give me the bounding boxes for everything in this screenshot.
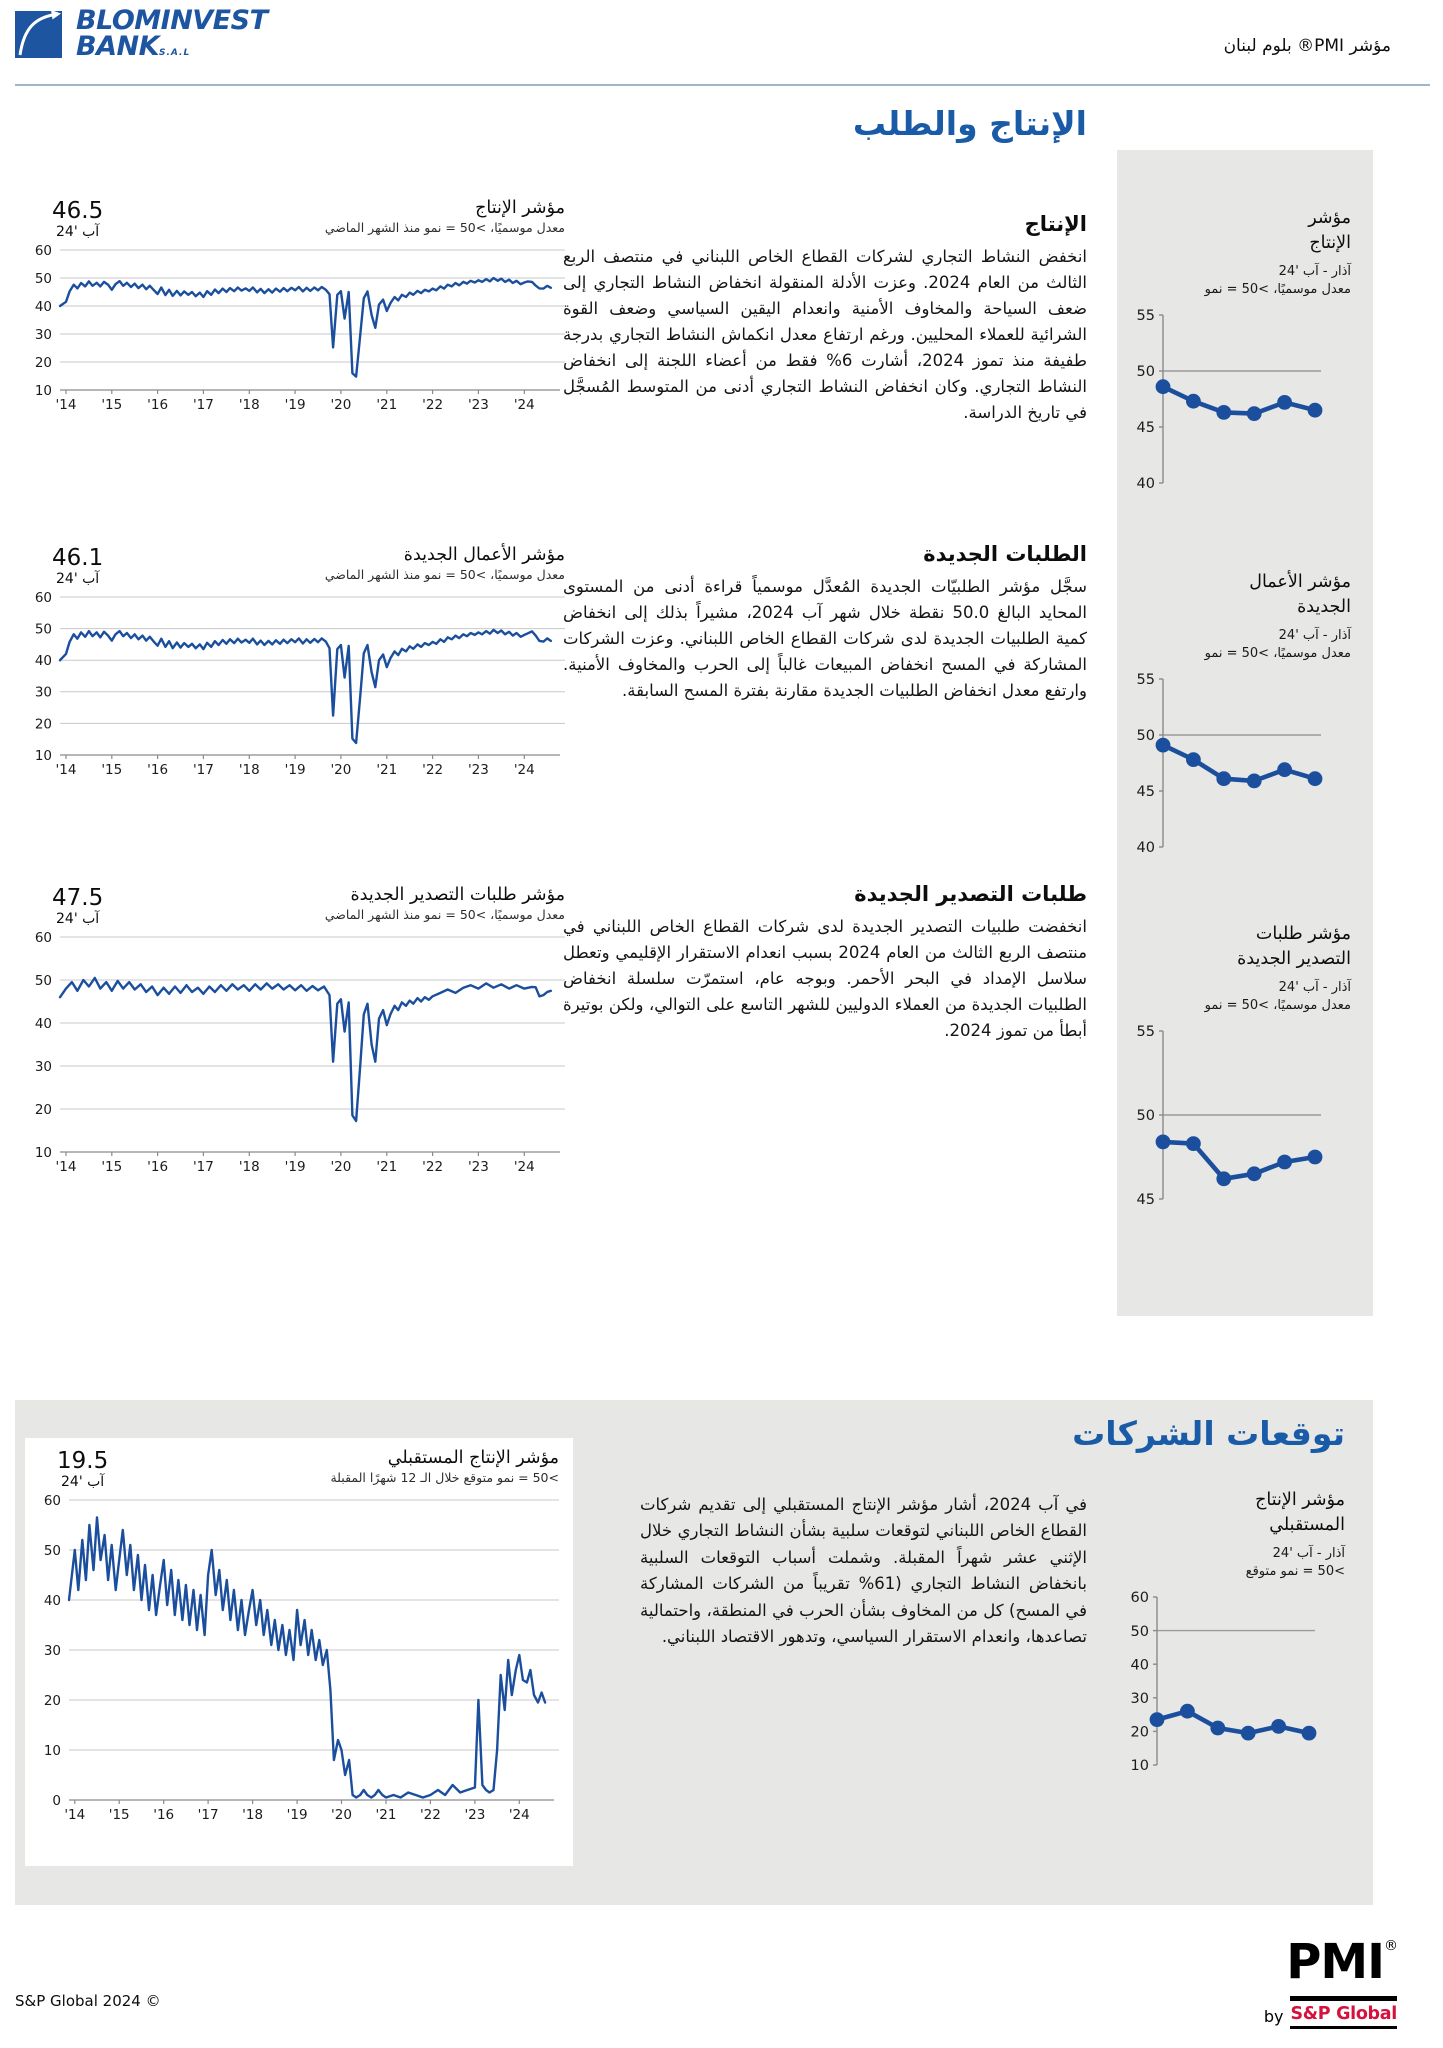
output-mini-chart <box>1123 303 1351 495</box>
svg-text:40: 40 <box>1136 839 1155 856</box>
article-exports-body: انخفضت طلبيات التصدير الجديدة لدى شركات القطاع الخاص اللبناني في منتصف الربع الثالث من العام 2024 بسبب انعدام الاستقرار الإقليمي وتعطل سلاسل الإمداد في البحر الأحمر. وبوجه عام، استمرّت سلسلة انخفاض الطلبيات الجديدة من العملاء الدوليين للشهر التاسع على التوالي، ولكن بوتيرة أبطأ من تموز 2024. <box>563 917 1087 1041</box>
svg-text:'22: '22 <box>422 1159 444 1175</box>
output-latest-period: آب '24 <box>56 224 100 240</box>
svg-text:'24: '24 <box>513 762 535 778</box>
svg-text:20: 20 <box>43 1692 61 1709</box>
svg-text:'23: '23 <box>464 1807 486 1823</box>
exports-index-chart-block <box>30 885 565 1182</box>
svg-text:20: 20 <box>1130 1724 1149 1741</box>
svg-text:40: 40 <box>34 653 52 670</box>
article-neworders <box>563 542 1087 704</box>
svg-text:'19: '19 <box>284 762 306 778</box>
svg-text:'24: '24 <box>513 397 535 413</box>
exports-chart-subtitle: معدل موسميًا، >50 = نمو منذ الشهر الماضي <box>324 907 565 922</box>
svg-text:50: 50 <box>1136 1107 1155 1124</box>
sp-global-logo: S&P Global <box>1290 1996 1397 2029</box>
svg-text:'15: '15 <box>101 397 123 413</box>
svg-text:40: 40 <box>1130 1657 1149 1674</box>
svg-text:55: 55 <box>1136 671 1155 688</box>
output-mini-title-line1: مؤشر <box>1308 208 1351 228</box>
svg-text:55: 55 <box>1136 307 1155 324</box>
article-exports <box>563 882 1087 1044</box>
svg-text:45: 45 <box>1136 783 1155 800</box>
svg-text:30: 30 <box>34 684 52 701</box>
future-chart-header <box>25 1438 573 1490</box>
output-mini-title-line2: الإنتاج <box>1309 233 1351 254</box>
svg-text:40: 40 <box>34 298 52 315</box>
exports-latest-value-block <box>30 885 103 927</box>
svg-text:60: 60 <box>34 591 52 606</box>
svg-text:'17: '17 <box>192 762 214 778</box>
future-mini-block <box>1117 1488 1345 1781</box>
output-index-chart-block <box>30 198 565 420</box>
exports-mini-period: آذار - آب '24 <box>1278 979 1351 995</box>
neworders-chart-header <box>30 545 565 587</box>
output-chart-title: مؤشر الإنتاج <box>475 198 565 218</box>
svg-text:'16: '16 <box>153 1807 175 1823</box>
future-chart-subtitle: >50 = نمو متوقع خلال الـ 12 شهرًا المقبلة <box>330 1470 559 1485</box>
exports-chart-title-block <box>325 885 565 922</box>
svg-text:10: 10 <box>43 1742 61 1759</box>
output-latest-value-block <box>30 198 103 240</box>
future-chart-title-block <box>330 1448 559 1485</box>
svg-text:'19: '19 <box>286 1807 308 1823</box>
svg-text:20: 20 <box>34 354 52 371</box>
exports-mini-title-line1: مؤشر طلبات <box>1255 924 1351 944</box>
article-output-heading: الإنتاج <box>1024 212 1087 236</box>
pmi-logo: PMI® <box>1286 1934 1397 1990</box>
svg-text:'16: '16 <box>147 762 169 778</box>
neworders-latest-period: آب '24 <box>56 571 100 587</box>
sidebar-production <box>1117 150 1373 1316</box>
svg-text:'14: '14 <box>55 397 77 413</box>
neworders-chart-title-block <box>325 545 565 582</box>
svg-text:50: 50 <box>34 972 52 989</box>
svg-text:'17: '17 <box>192 397 214 413</box>
future-mini-subtitle: >50 = نمو متوقع <box>1245 1563 1345 1579</box>
header-divider <box>15 84 1430 86</box>
output-chart-header <box>30 198 565 240</box>
svg-text:60: 60 <box>1130 1589 1149 1606</box>
logo-sal: S.A.L <box>159 47 191 58</box>
svg-text:50: 50 <box>34 621 52 638</box>
output-mini-period: آذار - آب '24 <box>1278 263 1351 279</box>
blominvest-logo-icon <box>15 8 67 60</box>
svg-text:'24: '24 <box>508 1807 530 1823</box>
future-mini-title-line2: المستقبلي <box>1269 1515 1345 1536</box>
article-exports-heading: طلبات التصدير الجديدة <box>854 882 1087 906</box>
svg-text:55: 55 <box>1136 1023 1155 1040</box>
svg-text:'20: '20 <box>331 1807 352 1823</box>
svg-text:30: 30 <box>43 1642 61 1659</box>
neworders-mini-subtitle: معدل موسميًا، >50 = نمو <box>1204 645 1351 661</box>
svg-text:10: 10 <box>1130 1757 1149 1774</box>
output-latest-value: 46.5 <box>52 198 104 224</box>
svg-text:'21: '21 <box>376 1159 398 1175</box>
neworders-latest-value: 46.1 <box>52 545 104 571</box>
exports-mini-subtitle: معدل موسميًا، >50 = نمو <box>1204 997 1351 1013</box>
future-latest-value-block <box>35 1448 108 1490</box>
svg-text:'22: '22 <box>422 397 444 413</box>
exports-chart-header <box>30 885 565 927</box>
svg-text:30: 30 <box>34 1058 52 1075</box>
exports-mini-block <box>1123 922 1351 1215</box>
svg-text:'20: '20 <box>330 397 352 413</box>
svg-text:'23: '23 <box>467 762 489 778</box>
svg-text:60: 60 <box>34 931 52 946</box>
output-index-chart <box>30 244 565 416</box>
svg-text:'17: '17 <box>192 1159 214 1175</box>
future-index-chart <box>39 1494 559 1826</box>
logo-subtitle: BANKS.A.L <box>76 30 191 62</box>
section-outlook-body: في آب 2024، أشار مؤشر الإنتاج المستقبلي إلى تقديم شركات القطاع الخاص اللبناني لتوقعات سلبية بشأن النشاط التجاري خلال الإثني عشر شهراً المقبلة. وشملت أسباب التوقعات السلبية بانخفاض النشاط التجاري (61% تقريباً من الشركات المشاركة في المسح) كل من المخاوف بشأن الحرب في المنطقة، واحتمالية تصاعدها، وانعدام الاستقرار السياسي، وتدهور الاقتصاد اللبناني. <box>640 1495 1088 1646</box>
future-chart-title: مؤشر الإنتاج المستقبلي <box>387 1448 559 1468</box>
svg-text:45: 45 <box>1136 1191 1155 1208</box>
neworders-latest-value-block <box>30 545 103 587</box>
svg-text:45: 45 <box>1136 419 1155 436</box>
registered-mark: ® <box>1384 1938 1397 1954</box>
neworders-mini-period: آذار - آب '24 <box>1278 627 1351 643</box>
svg-text:40: 40 <box>43 1592 61 1609</box>
neworders-mini-title-line2: الجديدة <box>1297 597 1351 618</box>
svg-text:'21: '21 <box>375 1807 397 1823</box>
svg-text:'23: '23 <box>467 1159 489 1175</box>
article-output-body: انخفض النشاط التجاري لشركات القطاع الخاص اللبناني في منتصف الربع الثالث من العام 2024. وعزت الأدلة المنقولة انخفاض النشاط التجاري إلى ضعف السياحة والمخاوف الأمنية وانعدام اليقين السياسي وضعف القوة الشرائية للعملاء المحليين. ورغم ارتفاع معدل انكماش النشاط التجاري بدرجة طفيفة منذ تموز 2024، أشارت 6% فقط من أعضاء اللجنة إلى انخفاض النشاط التجاري. وكان انخفاض النشاط التجاري أدنى من المتوسط المُسجَّل في تاريخ الدراسة. <box>563 247 1088 423</box>
future-latest-value: 19.5 <box>57 1448 109 1474</box>
svg-text:'16: '16 <box>147 1159 169 1175</box>
svg-text:30: 30 <box>34 326 52 343</box>
svg-text:'21: '21 <box>376 762 398 778</box>
svg-text:40: 40 <box>1136 475 1155 492</box>
svg-text:'19: '19 <box>284 1159 306 1175</box>
neworders-mini-chart <box>1123 667 1351 859</box>
output-mini-block <box>1123 206 1351 499</box>
blominvest-logo-text <box>76 5 268 62</box>
section-outlook <box>15 1400 1373 1905</box>
svg-text:'15: '15 <box>101 1159 123 1175</box>
svg-text:'20: '20 <box>330 762 352 778</box>
future-mini-title-line1: مؤشر الإنتاج <box>1255 1490 1345 1510</box>
exports-latest-period: آب '24 <box>56 911 100 927</box>
sp-global-lockup <box>1264 1996 1397 2029</box>
svg-text:'17: '17 <box>197 1807 219 1823</box>
exports-mini-title <box>1123 922 1351 973</box>
copyright-text: S&P Global 2024 © <box>15 1992 161 2010</box>
exports-latest-value: 47.5 <box>52 885 104 911</box>
output-chart-subtitle: معدل موسميًا، >50 = نمو منذ الشهر الماضي <box>324 220 565 235</box>
svg-text:50: 50 <box>43 1542 61 1559</box>
svg-text:'19: '19 <box>284 397 306 413</box>
svg-text:10: 10 <box>34 1144 52 1161</box>
future-mini-chart <box>1117 1585 1345 1777</box>
svg-text:'21: '21 <box>376 397 398 413</box>
neworders-chart-title: مؤشر الأعمال الجديدة <box>403 545 565 565</box>
svg-text:'15: '15 <box>108 1807 130 1823</box>
by-label: by <box>1263 2007 1284 2026</box>
svg-text:50: 50 <box>1130 1623 1149 1640</box>
svg-text:20: 20 <box>34 716 52 733</box>
svg-text:'18: '18 <box>238 397 260 413</box>
svg-text:'18: '18 <box>242 1807 264 1823</box>
output-chart-title-block <box>325 198 565 235</box>
section-outlook-title: توقعات الشركات <box>1072 1414 1345 1453</box>
neworders-mini-title-line1: مؤشر الأعمال <box>1249 572 1351 592</box>
neworders-index-chart-block <box>30 545 565 785</box>
svg-text:'20: '20 <box>330 1159 352 1175</box>
future-mini-period: آذار - آب '24 <box>1272 1545 1345 1561</box>
neworders-mini-title <box>1123 570 1351 621</box>
exports-chart-title: مؤشر طلبات التصدير الجديدة <box>350 885 565 905</box>
article-output <box>563 212 1087 426</box>
svg-text:20: 20 <box>34 1101 52 1118</box>
svg-text:'22: '22 <box>419 1807 441 1823</box>
neworders-mini-block <box>1123 570 1351 863</box>
exports-mini-title-line2: التصدير الجديدة <box>1237 949 1351 970</box>
blominvest-logo <box>15 5 268 62</box>
neworders-chart-subtitle: معدل موسميًا، >50 = نمو منذ الشهر الماضي <box>324 567 565 582</box>
svg-text:'14: '14 <box>55 1159 77 1175</box>
pmi-brand-block <box>1263 1934 1397 2029</box>
output-mini-title <box>1123 206 1351 257</box>
svg-text:10: 10 <box>34 747 52 764</box>
svg-text:'15: '15 <box>101 762 123 778</box>
svg-text:0: 0 <box>52 1792 61 1809</box>
svg-text:40: 40 <box>34 1015 52 1032</box>
svg-text:'23: '23 <box>467 397 489 413</box>
svg-text:30: 30 <box>1130 1690 1149 1707</box>
svg-text:10: 10 <box>34 382 52 399</box>
svg-text:'18: '18 <box>238 1159 260 1175</box>
svg-text:50: 50 <box>1136 727 1155 744</box>
svg-text:60: 60 <box>34 244 52 259</box>
logo-title: BLOMINVEST <box>76 5 268 36</box>
output-mini-subtitle: معدل موسميًا، >50 = نمو <box>1204 281 1351 297</box>
exports-index-chart <box>30 931 565 1178</box>
svg-text:'18: '18 <box>238 762 260 778</box>
svg-text:50: 50 <box>34 270 52 287</box>
exports-mini-chart <box>1123 1019 1351 1211</box>
svg-text:60: 60 <box>43 1494 61 1509</box>
future-mini-title <box>1117 1488 1345 1539</box>
svg-text:'16: '16 <box>147 397 169 413</box>
neworders-index-chart <box>30 591 565 781</box>
svg-text:'22: '22 <box>422 762 444 778</box>
article-neworders-body: سجَّل مؤشر الطلبيّات الجديدة المُعدَّل موسمياً قراءة أدنى من المستوى المحايد البالغ 50.0 نقطة خلال شهر آب 2024، مشيراً بذلك إلى انخفاض كمية الطلبيات الجديدة لدى شركات القطاع الخاص اللبناني. وعزت الشركات المشاركة في المسح انخفاض المبيعات غالباً إلى الحرب والمخاوف الأمنية. وارتفع معدل انخفاض الطلبيات الجديدة مقارنة بفترة المسح السابقة. <box>563 577 1088 701</box>
document-title: مؤشر PMI® بلوم لبنان <box>1223 36 1391 56</box>
future-index-chart-card <box>25 1438 573 1866</box>
svg-text:'14: '14 <box>64 1807 86 1823</box>
future-latest-period: آب '24 <box>61 1474 105 1490</box>
svg-text:'24: '24 <box>513 1159 535 1175</box>
section-production-title: الإنتاج والطلب <box>852 104 1087 143</box>
svg-text:50: 50 <box>1136 363 1155 380</box>
article-neworders-heading: الطلبات الجديدة <box>923 542 1087 566</box>
svg-text:'14: '14 <box>55 762 77 778</box>
